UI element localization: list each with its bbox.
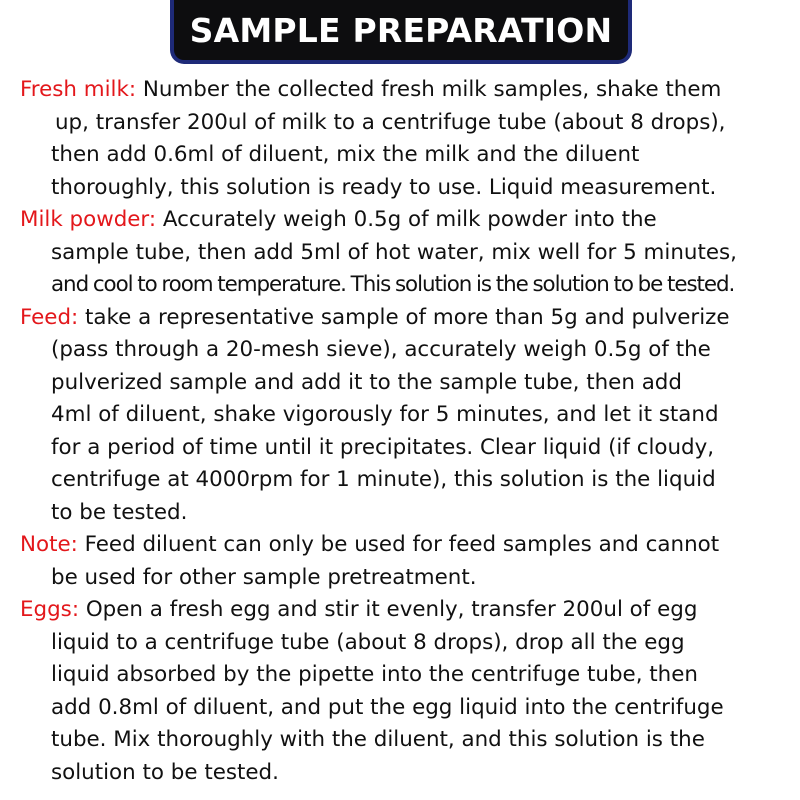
milk-powder-text: Accurately weigh 0.5g of milk powder into the: [156, 207, 657, 232]
milk-powder-line-2: sample tube, then add 5ml of hot water, mix well for 5 minutes,: [51, 239, 737, 265]
note-label: Note:: [20, 532, 78, 557]
feed-text: take a representative sample of more than 5g and pulverize: [78, 304, 730, 330]
eggs-text: Open a fresh egg and stir it evenly, transfer 200ul of egg: [79, 597, 698, 622]
milk-powder-line-1: [20, 204, 790, 237]
note-line-1: [20, 529, 790, 562]
fresh-milk-line-2: up, transfer 200ul of milk to a centrifuge tube (about 8 drops),: [55, 109, 726, 135]
milk-powder-line-3: and cool to room temperature. This solution is the solution to be tested.: [51, 272, 735, 297]
feed-line-6: centrifuge at 4000rpm for 1 minute), this solution is the liquid: [51, 467, 716, 492]
eggs-line-1: [20, 594, 790, 627]
fresh-milk-text: Number the collected fresh milk samples, shake them: [136, 77, 722, 102]
feed-line-2: (pass through a 20-mesh sieve), accurately weigh 0.5g of the: [51, 337, 711, 362]
fresh-milk-line-4: thoroughly, this solution is ready to use. Liquid measurement.: [51, 174, 717, 200]
eggs-line-5: tube. Mix thoroughly with the diluent, and this solution is the: [51, 727, 705, 752]
eggs-line-6: solution to be tested.: [51, 759, 279, 785]
feed-line-7: to be tested.: [51, 499, 188, 525]
fresh-milk-label: Fresh milk:: [20, 77, 137, 102]
eggs-line-2: liquid to a centrifuge tube (about 8 drops), drop all the egg: [51, 629, 685, 655]
eggs-label: Eggs:: [20, 597, 80, 622]
instructions-body: [20, 74, 790, 789]
note-text: Feed diluent can only be used for feed samples and cannot: [77, 532, 720, 557]
feed-line-5: for a period of time until it precipitates. Clear liquid (if cloudy,: [51, 434, 715, 460]
feed-label: Feed:: [20, 304, 79, 330]
fresh-milk-line-1: [20, 74, 790, 107]
feed-line-4: 4ml of diluent, shake vigorously for 5 minutes, and let it stand: [51, 402, 719, 427]
feed-line-3: pulverized sample and add it to the sample tube, then add: [51, 369, 682, 395]
note-line-2: be used for other sample pretreatment.: [51, 564, 477, 590]
feed-line-1: [20, 302, 790, 335]
eggs-line-4: add 0.8ml of diluent, and put the egg liquid into the centrifuge: [51, 694, 724, 720]
eggs-line-3: liquid absorbed by the pipette into the centrifuge tube, then: [51, 662, 698, 687]
page-title: SAMPLE PREPARATION: [189, 10, 613, 50]
milk-powder-label: Milk powder:: [20, 207, 157, 232]
title-badge: [170, 0, 632, 64]
fresh-milk-line-3: then add 0.6ml of diluent, mix the milk and the diluent: [51, 142, 640, 167]
